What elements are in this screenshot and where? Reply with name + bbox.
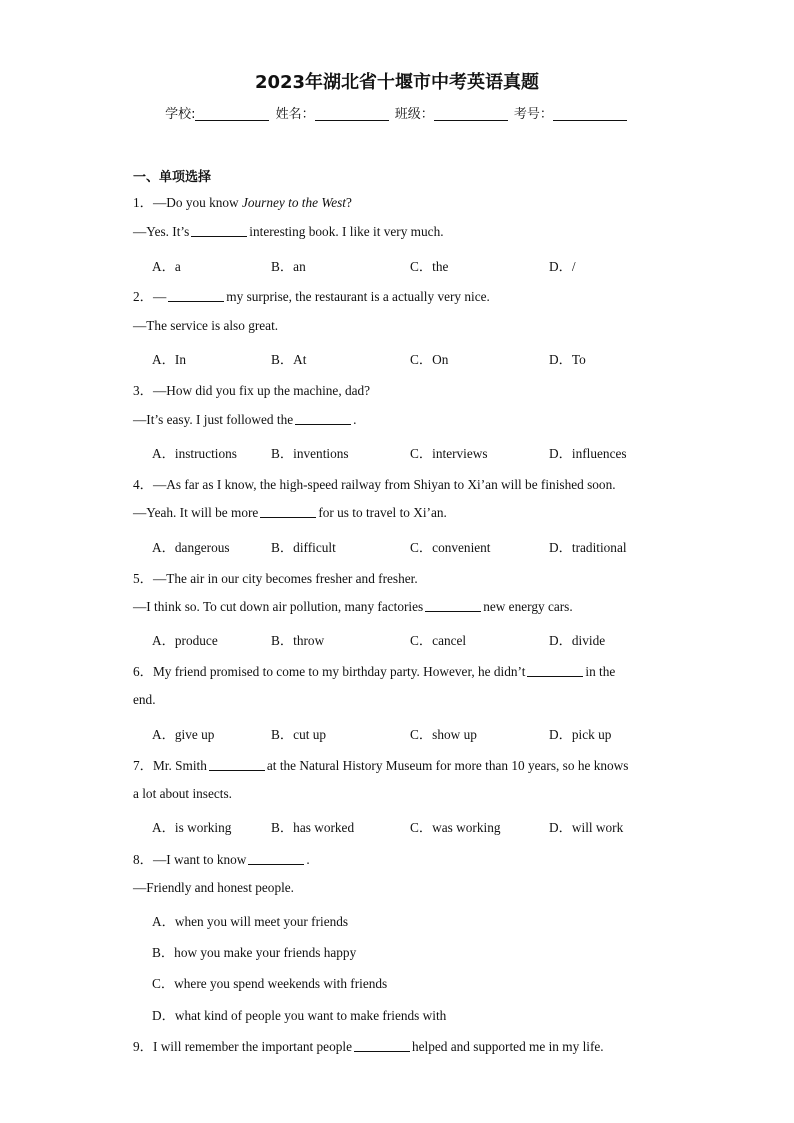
question-7-stem (133, 755, 628, 774)
answer-blank (354, 1039, 410, 1052)
option-d[interactable]: D．influences (549, 446, 627, 461)
book-title: Journey to the West (241, 195, 346, 210)
question-number: 4． (133, 477, 153, 492)
page-title: 2023年湖北省十堰市中考英语真题 (254, 72, 540, 93)
option-a[interactable]: A．instructions (152, 446, 237, 461)
section-heading: 一、单项选择 (133, 170, 212, 185)
question-5-stem (133, 568, 418, 587)
option-b[interactable]: B．difficult (271, 540, 336, 555)
question-8-stem (133, 849, 310, 868)
question-number: 7． (133, 758, 153, 773)
option-c[interactable]: C．interviews (410, 446, 488, 461)
question-1-reply (133, 224, 444, 240)
question-5-reply (133, 599, 573, 615)
question-3-stem (133, 380, 370, 399)
question-7-continuation: a lot about insects. (133, 786, 232, 801)
option-d[interactable]: D．traditional (549, 540, 627, 555)
question-2-stem (133, 286, 490, 305)
option-a[interactable]: A．is working (152, 820, 232, 835)
answer-blank (425, 599, 481, 612)
question-text: My friend promised to come to my birthday party. However, he didn’t (152, 664, 526, 679)
question-number: 9． (133, 1039, 153, 1054)
option-c[interactable]: C．convenient (410, 540, 491, 555)
question-text: I will remember the important people (152, 1039, 352, 1054)
option-c[interactable]: C．was working (410, 820, 501, 835)
question-number: 5． (133, 571, 153, 586)
option-a[interactable]: A．a (152, 259, 181, 274)
reply-text: —It’s easy. I just followed the (133, 412, 294, 427)
option-a[interactable]: A．give up (152, 727, 215, 742)
reply-text: new energy cars. (483, 599, 573, 614)
option-c[interactable]: C．where you spend weekends with friends (152, 976, 388, 991)
option-a[interactable]: A．when you will meet your friends (152, 914, 349, 929)
question-text: ? (345, 195, 352, 210)
question-3-reply (133, 412, 356, 428)
answer-blank (209, 758, 265, 771)
answer-blank (191, 224, 247, 237)
answer-blank (295, 412, 351, 425)
student-info-line (0, 103, 794, 122)
number-blank[interactable] (553, 106, 627, 121)
question-2-reply: —The service is also great. (133, 318, 279, 333)
question-4-stem (133, 474, 616, 493)
class-blank[interactable] (434, 106, 508, 121)
answer-blank (248, 852, 304, 865)
question-text: —As far as I know, the high-speed railway from Shiyan to Xi’an will be finished soon. (152, 477, 616, 492)
question-6-stem (133, 661, 615, 680)
question-1-stem (133, 192, 352, 211)
option-c[interactable]: C．On (410, 352, 449, 367)
question-number: 1． (133, 195, 153, 210)
option-d[interactable]: D．will work (549, 820, 624, 835)
reply-text: —Yeah. It will be more (133, 505, 259, 520)
question-number: 6． (133, 664, 153, 679)
option-b[interactable]: B．inventions (271, 446, 349, 461)
question-text: —The air in our city becomes fresher and fresher. (152, 571, 418, 586)
question-4-reply (133, 505, 447, 521)
question-text: helped and supported me in my life. (411, 1039, 604, 1054)
question-6-continuation: end. (133, 692, 156, 707)
option-c[interactable]: C．show up (410, 727, 477, 742)
name-label: 姓名： (275, 107, 315, 122)
option-a[interactable]: A．dangerous (152, 540, 230, 555)
option-b[interactable]: B．throw (271, 633, 325, 648)
question-number: 2． (133, 289, 153, 304)
question-text: at the Natural History Museum for more than 10 years, so he knows (266, 758, 629, 773)
option-b[interactable]: B．At (271, 352, 307, 367)
reply-text: —I think so. To cut down air pollution, many factories (133, 599, 424, 614)
question-text: —Do you know (152, 195, 242, 210)
question-number: 8． (133, 852, 153, 867)
option-a[interactable]: A．produce (152, 633, 218, 648)
question-9-stem (133, 1036, 604, 1055)
reply-text: for us to travel to Xi’an. (318, 505, 447, 520)
option-a[interactable]: A．In (152, 352, 186, 367)
option-b[interactable]: B．cut up (271, 727, 327, 742)
school-blank[interactable] (195, 106, 269, 121)
question-text: in the (585, 664, 616, 679)
question-text: my surprise, the restaurant is a actually very nice. (226, 289, 490, 304)
question-8-reply: —Friendly and honest people. (133, 880, 295, 895)
answer-blank (527, 664, 583, 677)
question-number: 3． (133, 383, 153, 398)
option-d[interactable]: D．divide (549, 633, 606, 648)
option-c[interactable]: C．cancel (410, 633, 467, 648)
option-d[interactable]: D．/ (549, 259, 576, 274)
number-label: 考号： (513, 107, 553, 122)
reply-text: . (353, 412, 357, 427)
name-blank[interactable] (315, 106, 389, 121)
option-b[interactable]: B．has worked (271, 820, 355, 835)
answer-blank (260, 505, 316, 518)
option-d[interactable]: D．To (549, 352, 586, 367)
option-c[interactable]: C．the (410, 259, 449, 274)
option-b[interactable]: B．how you make your friends happy (152, 945, 357, 960)
school-label: 学校: (165, 107, 196, 122)
class-label: 班级： (394, 107, 434, 122)
question-text: —I want to know (152, 852, 247, 867)
answer-blank (168, 289, 224, 302)
question-text: . (306, 852, 310, 867)
reply-text: —Yes. It’s (133, 224, 190, 239)
question-text: —How did you fix up the machine, dad? (152, 383, 371, 398)
option-b[interactable]: B．an (271, 259, 306, 274)
option-d[interactable]: D．pick up (549, 727, 612, 742)
option-d[interactable]: D．what kind of people you want to make friends with (152, 1008, 447, 1023)
question-text: Mr. Smith (152, 758, 207, 773)
reply-text: interesting book. I like it very much. (249, 224, 444, 239)
question-text: — (152, 289, 167, 304)
